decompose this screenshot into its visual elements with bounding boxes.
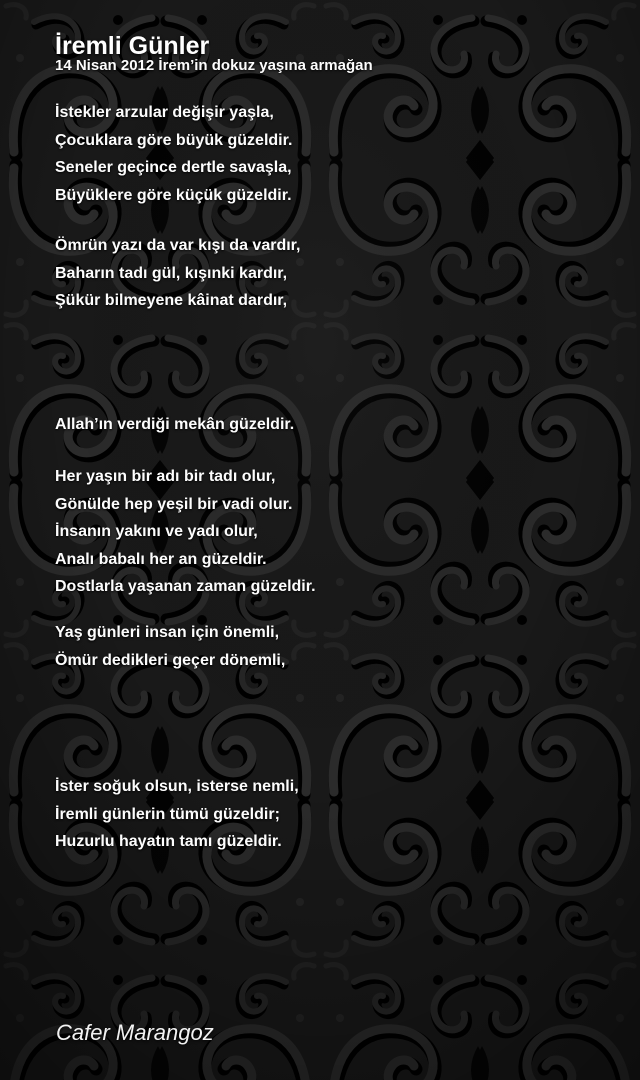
poem-line: Çocuklara göre büyük güzeldir. — [55, 131, 293, 149]
poem-stanza-5 — [55, 619, 285, 674]
poem-stanza-4 — [55, 463, 316, 601]
poem-line: İstekler arzular değişir yaşla, — [55, 104, 274, 121]
poem-line: Gönülde hep yeşil bir vadi olur. — [55, 495, 293, 513]
poem-line: Büyüklere göre küçük güzeldir. — [55, 186, 292, 204]
poem-line: Ömrün yazı da var kışı da vardır, — [55, 237, 301, 254]
poem-line: Analı babalı her an güzeldir. — [55, 550, 267, 568]
poem-line: Seneler geçince dertle savaşla, — [55, 159, 292, 176]
poem-stanza-1 — [55, 99, 292, 209]
poem-stanza-6 — [55, 773, 299, 856]
poem-line: İster soğuk olsun, isterse nemli, — [55, 778, 299, 795]
poem-title: İremli Günler — [55, 31, 210, 60]
poem-stanza-2 — [55, 232, 300, 315]
poem-line: İremli günlerin tümü güzeldir; — [55, 805, 280, 823]
poem-line: Yaş günleri insan için önemli, — [55, 624, 280, 641]
poem-dedication: 14 Nisan 2012 İrem’in dokuz yaşına armağan — [55, 57, 373, 74]
poem-author: Cafer Marangoz — [56, 1020, 214, 1045]
poem-line: Huzurlu hayatın tamı güzeldir. — [55, 833, 282, 850]
poem-line: İnsanın yakını ve yadı olur, — [55, 523, 258, 540]
poem-line: Dostlarla yaşanan zaman güzeldir. — [55, 578, 316, 595]
poem-line: Allah’ın verdiği mekân güzeldir. — [55, 416, 295, 433]
poem-line: Her yaşın bir adı bir tadı olur, — [55, 468, 276, 485]
poem-stanza-3 — [55, 411, 294, 439]
poem-line: Ömür dedikleri geçer dönemli, — [55, 651, 286, 669]
poem-line: Baharın tadı gül, kışınki kardır, — [55, 264, 288, 282]
poem-line: Şükür bilmeyene kâinat dardır, — [55, 292, 288, 309]
